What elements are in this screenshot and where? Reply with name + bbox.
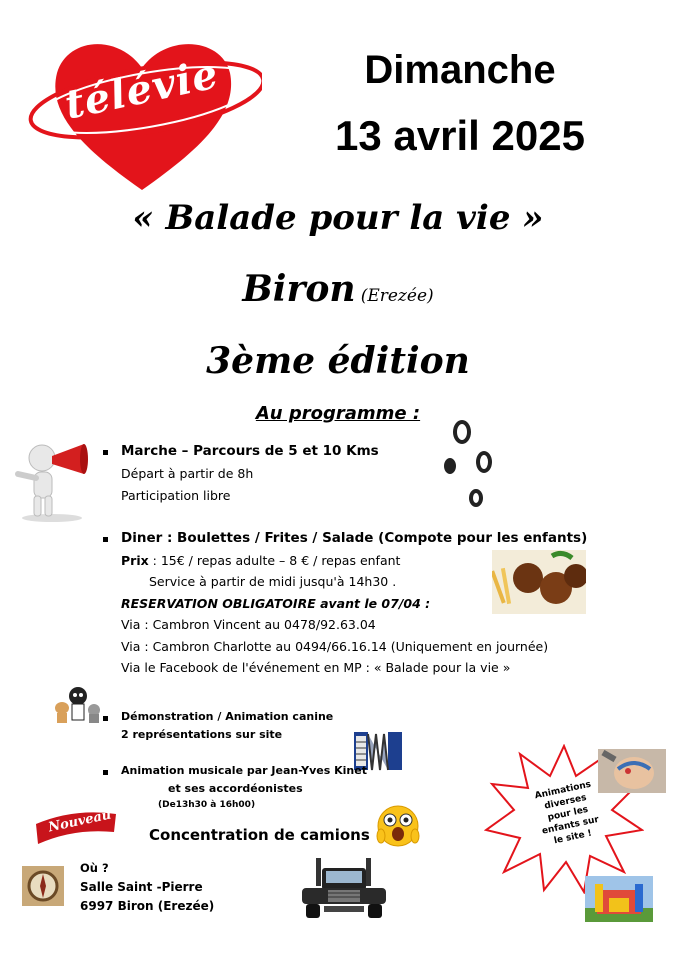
program-title: Au programme : (255, 403, 421, 424)
music-sub: et ses accordéonistes (168, 782, 303, 795)
face-paint-icon (598, 749, 666, 793)
event-place (0, 268, 676, 310)
event-edition: 3ème édition (206, 340, 470, 382)
dinner-title: Diner : Boulettes / Frites / Salade (Compote pour les enfants) (121, 530, 588, 546)
location-hall: Salle Saint -Pierre (80, 880, 203, 894)
price-label: Prix (121, 553, 149, 568)
location-address: 6997 Biron (Erezée) (80, 899, 215, 913)
bullet (103, 537, 108, 542)
canine-title: Démonstration / Animation canine (121, 710, 334, 723)
compass-icon (22, 866, 64, 906)
shocked-emoji-icon (376, 802, 420, 850)
contact-3: Via le Facebook de l'événement en MP : « Balade pour la vie » (121, 660, 511, 675)
event-name: « Balade pour la vie » (132, 198, 544, 238)
dinner-service: Service à partir de midi jusqu'à 14h30 . (149, 574, 397, 589)
location-label: Où ? (80, 861, 109, 875)
bullet (103, 770, 108, 775)
event-place-name: Biron (242, 268, 356, 310)
header-date: 13 avril 2025 (335, 112, 585, 159)
dinner-reservation: RESERVATION OBLIGATOIRE avant le 07/04 : (121, 596, 431, 611)
header-day: Dimanche (364, 48, 556, 92)
bullet (103, 450, 108, 455)
logo-text: télévie (60, 50, 223, 129)
music-title: Animation musicale par Jean-Yves Kinet (121, 764, 367, 777)
price-value: : 15€ / repas adulte – 8 € / repas enfant (148, 553, 401, 568)
dogs-icon (52, 680, 104, 726)
dinner-price (121, 550, 400, 571)
canine-sub: 2 représentations sur site (121, 728, 283, 741)
contact-1: Via : Cambron Vincent au 0478/92.63.04 (121, 617, 376, 632)
megaphone-figure-icon (12, 440, 92, 522)
trucks-title: Concentration de camions (149, 826, 370, 844)
new-badge (34, 806, 118, 846)
event-place-sub: (Erezée) (360, 286, 434, 306)
contact-2: Via : Cambron Charlotte au 0494/66.16.14 (Uniquement en journée) (121, 639, 549, 654)
walk-line-2: Participation libre (121, 488, 231, 503)
bouncy-castle-icon (585, 876, 653, 922)
meatballs-icon (492, 550, 586, 614)
truck-icon (294, 856, 394, 922)
starburst-text: Animations diverses pour les enfants sur le site ! (533, 779, 600, 847)
bullet (103, 716, 108, 721)
walk-title: Marche – Parcours de 5 et 10 Kms (121, 443, 379, 459)
televie-logo (22, 18, 262, 198)
new-badge-label: Nouveau (47, 807, 113, 836)
footprints-icon (440, 418, 500, 510)
walk-line-1: Départ à partir de 8h (121, 466, 254, 481)
music-time: (De13h30 à 16h00) (158, 800, 256, 810)
